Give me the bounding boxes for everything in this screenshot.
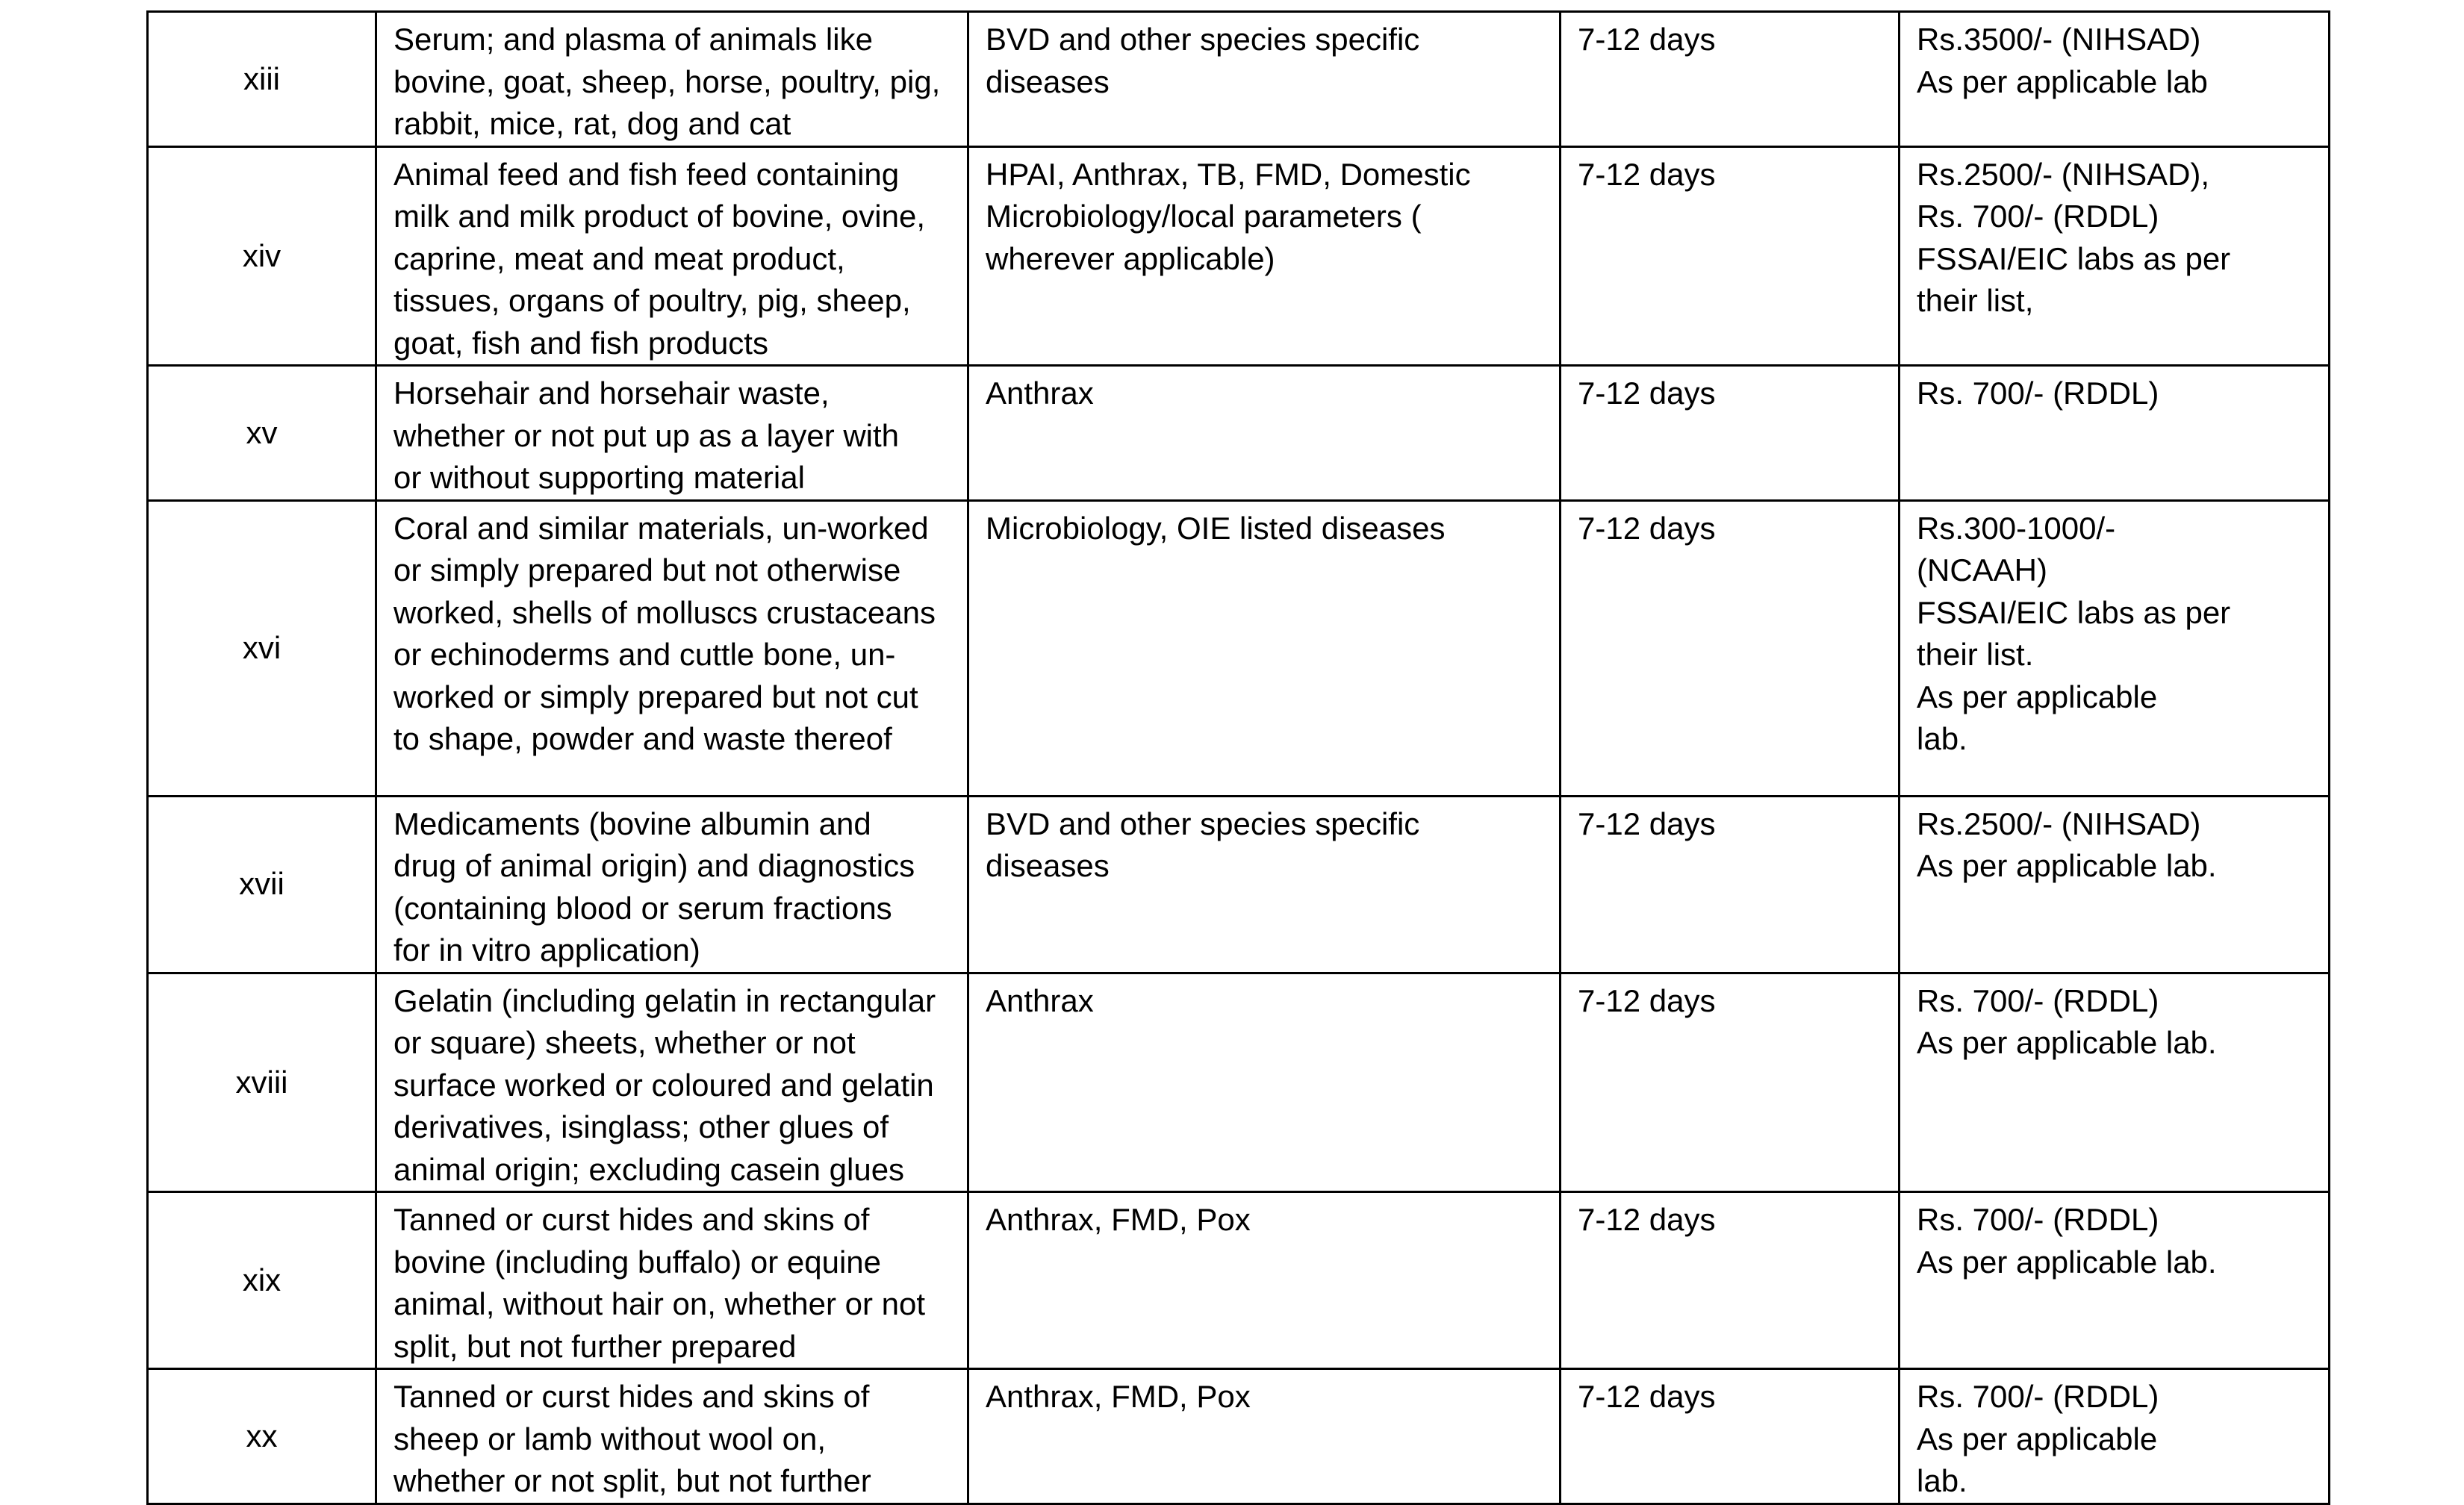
row-number: xv [148,366,376,501]
time-cell: 7-12 days [1561,796,1900,973]
cost-cell: Rs.300-1000/- (NCAAH) FSSAI/EIC labs as per their list. As per applicable lab. [1900,500,2330,796]
table-row [148,973,2330,1192]
commodity-cell: Medicaments (bovine albumin and drug of animal origin) and diagnostics (containing blood or serum fractions for in vitro application) [376,796,968,973]
diseases-cell: Anthrax, FMD, Pox [968,1369,1561,1504]
row-number: xiii [148,12,376,147]
table-row [148,366,2330,501]
time-cell: 7-12 days [1561,146,1900,366]
table-row [148,146,2330,366]
cost-cell: Rs. 700/- (RDDL) As per applicable lab. [1900,973,2330,1192]
time-cell: 7-12 days [1561,12,1900,147]
time-cell: 7-12 days [1561,973,1900,1192]
commodity-cell: Serum; and plasma of animals like bovine, goat, sheep, horse, poultry, pig, rabbit, mice, rat, dog and cat [376,12,968,147]
time-cell: 7-12 days [1561,366,1900,501]
document-table [146,10,2330,1505]
row-number: xix [148,1192,376,1369]
commodity-cell: Gelatin (including gelatin in rectangular or square) sheets, whether or not surface worked or coloured and gelatin derivatives, isinglass; other glues of animal origin; excluding casein glues [376,973,968,1192]
diseases-cell: Microbiology, OIE listed diseases [968,500,1561,796]
diseases-cell: Anthrax [968,973,1561,1192]
diseases-cell: BVD and other species specific diseases [968,12,1561,147]
diseases-cell: BVD and other species specific diseases [968,796,1561,973]
row-number: xx [148,1369,376,1504]
row-number: xiv [148,146,376,366]
time-cell: 7-12 days [1561,500,1900,796]
diseases-cell: HPAI, Anthrax, TB, FMD, Domestic Microbiology/local parameters ( wherever applicable) [968,146,1561,366]
cost-cell: Rs. 700/- (RDDL) [1900,366,2330,501]
cost-cell: Rs.2500/- (NIHSAD), Rs. 700/- (RDDL) FSSAI/EIC labs as per their list, [1900,146,2330,366]
cost-cell: Rs. 700/- (RDDL) As per applicable lab. [1900,1369,2330,1504]
table-row [148,1192,2330,1369]
commodity-cell: Tanned or curst hides and skins of sheep or lamb without wool on, whether or not split, but not further [376,1369,968,1504]
diseases-cell: Anthrax, FMD, Pox [968,1192,1561,1369]
commodity-cell: Horsehair and horsehair waste, whether or not put up as a layer with or without supporting material [376,366,968,501]
cost-cell: Rs. 700/- (RDDL) As per applicable lab. [1900,1192,2330,1369]
row-number: xviii [148,973,376,1192]
cost-cell: Rs.3500/- (NIHSAD) As per applicable lab [1900,12,2330,147]
commodity-cell: Animal feed and fish feed containing milk and milk product of bovine, ovine, caprine, meat and meat product, tissues, organs of poultry, pig, sheep, goat, fish and fish products [376,146,968,366]
time-cell: 7-12 days [1561,1369,1900,1504]
diseases-cell: Anthrax [968,366,1561,501]
row-number: xvii [148,796,376,973]
table-row [148,796,2330,973]
commodity-cell: Coral and similar materials, un-worked or simply prepared but not otherwise worked, shells of molluscs crustaceans or echinoderms and cuttle bone, un- worked or simply prepared but not cut to shape, powder and waste thereof [376,500,968,796]
table-row [148,500,2330,796]
table-row [148,1369,2330,1504]
time-cell: 7-12 days [1561,1192,1900,1369]
row-number: xvi [148,500,376,796]
cost-cell: Rs.2500/- (NIHSAD) As per applicable lab. [1900,796,2330,973]
table-row [148,12,2330,147]
commodity-cell: Tanned or curst hides and skins of bovine (including buffalo) or equine animal, without hair on, whether or not split, but not further prepared [376,1192,968,1369]
